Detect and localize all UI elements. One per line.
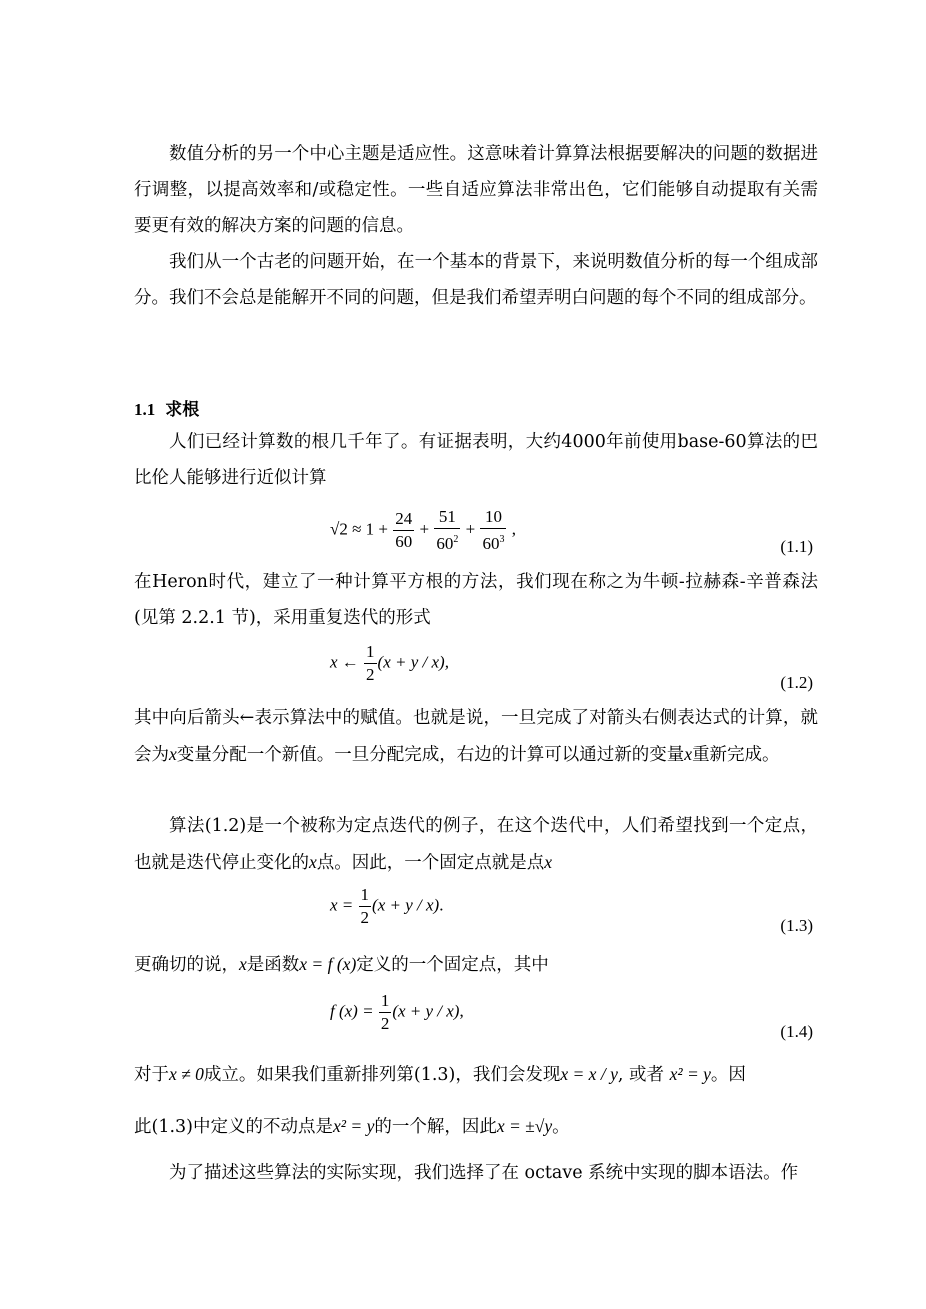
eq1-lhs: √2 ≈ 1 +: [330, 519, 388, 539]
paragraph-heron: 在Heron时代，建立了一种计算平方根的方法，我们现在称之为牛顿-拉赫森-辛普森法(见第 2.2.1 节)，采用重复迭代的形式: [134, 572, 818, 628]
inline-x-neq-0: x ≠ 0: [169, 1064, 204, 1084]
equation-number-1-3: (1.3): [780, 916, 813, 935]
inline-x-eq-x-over-y: x = x / y: [560, 1064, 618, 1084]
equation-number-1-1: (1.1): [780, 537, 813, 556]
eq1-frac-51-60sq: $\frac{51}{60^2}$: [436, 507, 459, 553]
equation-1-4: f (x) = $\frac{1}{2}$ (x + y / x),: [330, 991, 464, 1033]
section-heading: [134, 395, 199, 420]
eq4-frac-half: $\frac{1}{2}$: [380, 991, 390, 1033]
inline-x-squared-eq-y: x² = y: [669, 1064, 711, 1084]
eq1-frac-24-60: $\frac{24}{60}$: [395, 509, 413, 551]
paragraph-precise: 更确切的说，x是函数x = f (x)定义的一个固定点，其中: [134, 954, 549, 975]
inline-x: x: [544, 852, 553, 872]
paragraph-intro: 我们从一个古老的问题开始，在一个基本的背景下，来说明数值分析的每一个组成部分。我们不会总是能解开不同的问题，但是我们希望弄明白问题的每个不同的组成部分。: [134, 252, 818, 308]
section-number: 1.1: [134, 400, 156, 419]
section-title: 求根: [165, 400, 200, 419]
eq3-frac-half: $\frac{1}{2}$: [360, 885, 370, 927]
inline-x-pm-sqrt-y: x = ±√y: [496, 1116, 553, 1136]
paragraph-history: 人们已经计算数的根几千年了。有证据表明，大约4000年前使用base-60算法的巴比伦人能够进行近似计算: [134, 432, 818, 488]
equation-1-3: x = $\frac{1}{2}$ (x + y / x).: [330, 885, 444, 927]
inline-x: x: [684, 744, 693, 764]
inline-x: x: [309, 852, 317, 872]
inline-fx: x = f (x): [299, 954, 357, 974]
equation-1-1: √2 ≈ 1 + $\frac{24}{60}$ + $\frac{51}{60^2}$ + $\frac{10}{60^3}$ ,: [330, 507, 516, 553]
inline-x: x: [169, 744, 177, 764]
equation-number-1-2: (1.2): [780, 673, 813, 692]
paragraph-fixed-point: 算法(1.2)是一个被称为定点迭代的例子，在这个迭代中，人们希望找到一个定点，也就是迭代停止变化的x点。因此，一个固定点就是点x: [134, 816, 818, 873]
eq2-frac-half: $\frac{1}{2}$: [366, 642, 375, 684]
paragraph-octave: 为了描述这些算法的实际实现，我们选择了在 octave 系统中实现的脚本语法。作: [169, 1163, 799, 1183]
paragraph-assignment: 其中向后箭头←表示算法中的赋值。也就是说，一旦完成了对箭头右侧表达式的计算，就会为x变量分配一个新值。一旦分配完成，右边的计算可以通过新的变量x重新完成。: [134, 708, 818, 765]
inline-x: x: [239, 954, 247, 974]
equation-number-1-4: (1.4): [780, 1022, 813, 1041]
paragraph-rearrange: 对于x ≠ 0成立。如果我们重新排列第(1.3)，我们会发现x = x / y, 或者 x² = y。因: [134, 1064, 746, 1085]
eq1-frac-10-60cube: $\frac{10}{60^3}$: [482, 507, 505, 553]
paragraph-solution: 此(1.3)中定义的不动点是x² = y的一个解，因此x = ±√y。: [134, 1116, 570, 1137]
equation-1-2: x ← $\frac{1}{2}$ (x + y / x),: [330, 642, 449, 684]
inline-x-squared-eq-y: x² = y: [333, 1116, 375, 1136]
paragraph-adaptivity: 数值分析的另一个中心主题是适应性。这意味着计算算法根据要解决的问题的数据进行调整，以提高效率和/或稳定性。一些自适应算法非常出色，它们能够自动提取有关需要更有效的解决方案的问题的信息。: [134, 144, 818, 236]
